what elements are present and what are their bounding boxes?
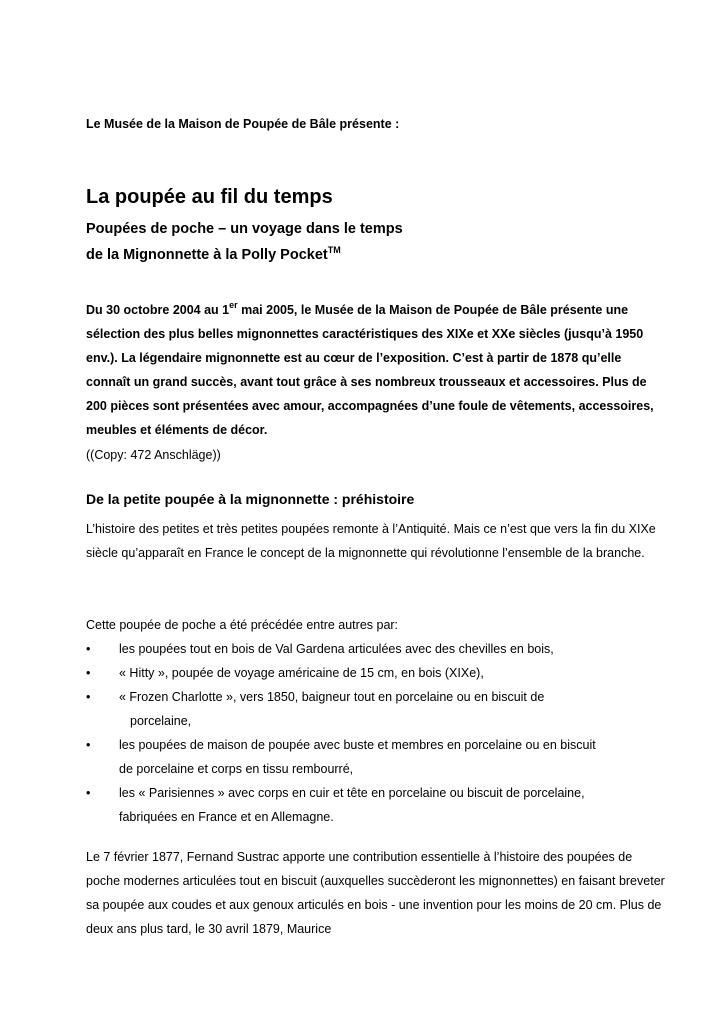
- subtitle-line-1: Poupées de poche – un voyage dans le temps: [86, 221, 403, 237]
- list-item: [86, 661, 666, 685]
- intro-date-text: Du 30 octobre 2004 au 1: [86, 303, 230, 317]
- list-item: [86, 637, 666, 661]
- trademark-superscript: TM: [327, 245, 341, 255]
- subtitle-line-2: [86, 247, 341, 263]
- list-item: [86, 685, 666, 733]
- subtitle-line-2-text: de la Mignonnette à la Polly Pocket: [86, 247, 328, 263]
- date-superscript: er: [229, 300, 238, 310]
- list-item-text: les poupées tout en bois de Val Gardena articulées avec des chevilles en bois,: [119, 642, 554, 656]
- bullet-icon: •: [86, 642, 91, 656]
- list-item: [86, 733, 666, 781]
- bullet-icon: •: [86, 786, 91, 800]
- section-heading: De la petite poupée à la mignonnette : préhistoire: [86, 491, 415, 507]
- list-item-continuation: porcelaine,: [130, 714, 192, 728]
- list-intro: Cette poupée de poche a été précédée entre autres par:: [86, 618, 399, 632]
- intro-paragraph: [86, 298, 666, 467]
- list-item-text: « Frozen Charlotte », vers 1850, baigneur tout en porcelaine ou en biscuit de: [119, 690, 545, 704]
- list-item: [86, 781, 666, 829]
- history-paragraph: L’histoire des petites et très petites poupées remonte à l’Antiquité. Mais ce n’est que vers la fin du XIXe siècle qu’apparaît en France le concept de la mignonnette qui révolutionne l’ensemble de la branche.: [86, 522, 656, 560]
- intro-body-text: mai 2005, le Musée de la Maison de Poupée de Bâle présente une sélection des plus belles mignonnettes caractéristiques des XIXe et XXe siècles (jusqu’à 1950 env.). La légendaire mignonnette est au cœur de l’exposition. C’est à partir de 1878 qu’elle connaît un grand succès, avant tout grâce à ses nombreux trousseaux et accessoires. Plus de 200 pièces sont présentées avec amour, accompagnées d’une foule de vêtements, accessoires, meubles et éléments de décor.: [86, 303, 654, 438]
- presents-line: Le Musée de la Maison de Poupée de Bâle présente :: [86, 117, 400, 131]
- bullet-icon: •: [86, 690, 91, 704]
- bullet-icon: •: [86, 738, 91, 752]
- copy-note: ((Copy: 472 Anschläge)): [86, 447, 221, 462]
- list-item-text: « Hitty », poupée de voyage américaine de 15 cm, en bois (XIXe),: [119, 666, 484, 680]
- predecessor-list: [86, 637, 666, 829]
- list-item-text: les « Parisiennes » avec corps en cuir et tête en porcelaine ou biscuit de porcelaine,: [119, 786, 585, 800]
- intro-bold-text: [86, 300, 654, 438]
- sustrac-paragraph: Le 7 février 1877, Fernand Sustrac apporte une contribution essentielle à l’histoire des poupées de poche modernes articulées tout en biscuit (auxquelles succèderont les mignonnettes) en faisant breveter sa poupée aux coudes et aux genoux articulés en bois - une invention pour les moins de 20 cm. Plus de deux ans plus tard, le 30 avril 1879, Maurice: [86, 850, 665, 936]
- document-title: La poupée au fil du temps: [86, 186, 333, 208]
- list-item-continuation: fabriquées en France et en Allemagne.: [119, 810, 334, 824]
- list-item-continuation: de porcelaine et corps en tissu rembourré,: [119, 762, 354, 776]
- list-item-text: les poupées de maison de poupée avec buste et membres en porcelaine ou en biscuit: [119, 738, 596, 752]
- bullet-icon: •: [86, 666, 91, 680]
